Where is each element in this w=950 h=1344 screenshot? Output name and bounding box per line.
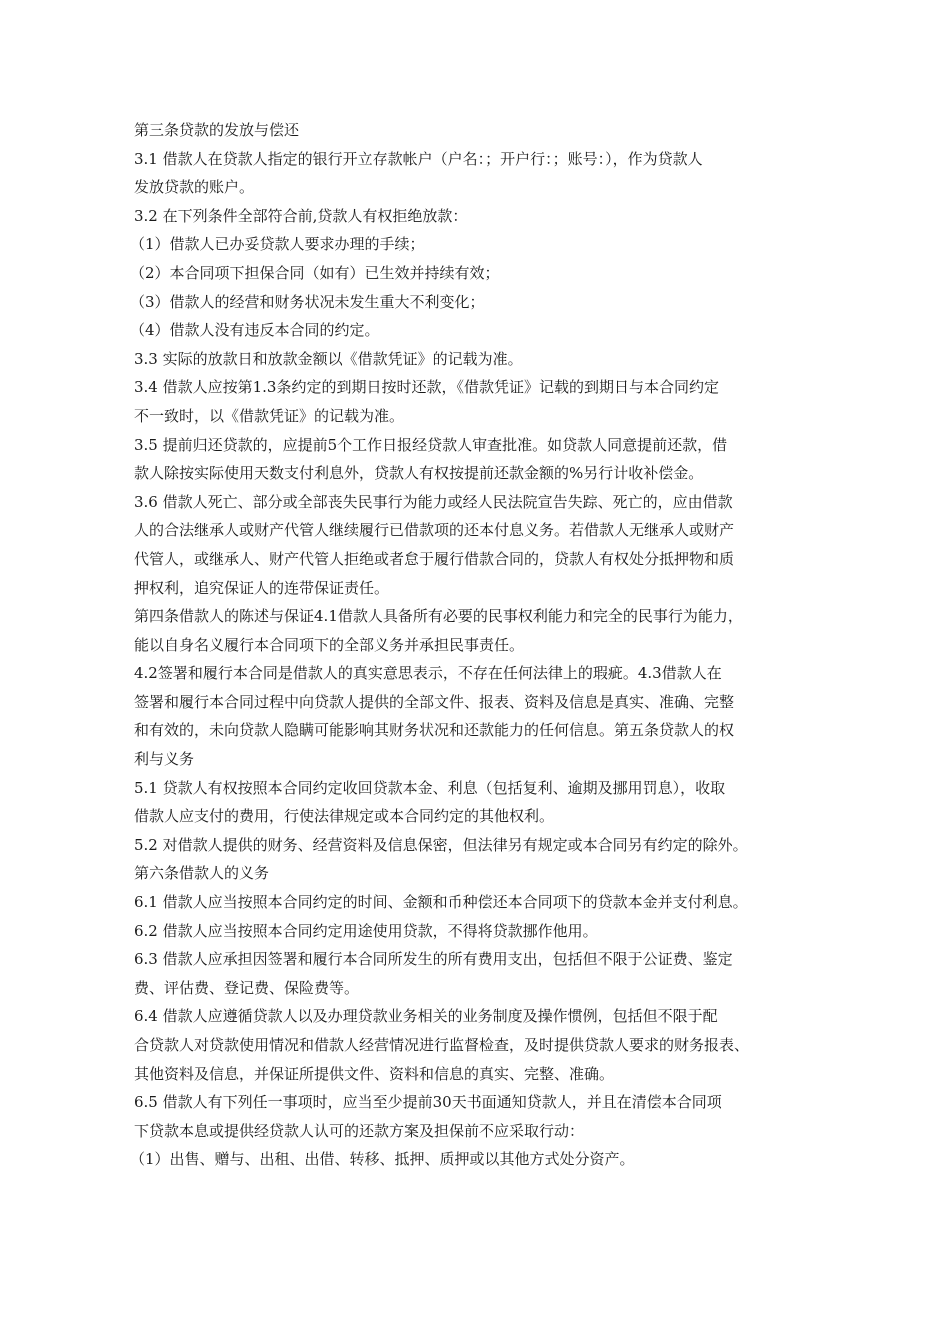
paragraph-line: 5.1 贷款人有权按照本合同约定收回贷款本金、利息（包括复利、逾期及挪用罚息），收取: [134, 778, 726, 797]
paragraph-line: 签署和履行本合同过程中向贷款人提供的全部文件、报表、资料及信息是真实、准确、完整: [134, 692, 735, 711]
paragraph-line: 3.4 借款人应按第1.3条约定的到期日按时还款，《借款凭证》记载的到期日与本合同约定: [134, 378, 719, 397]
paragraph-line: 5.2 对借款人提供的财务、经营资料及信息保密，但法律另有规定或本合同另有约定的除外。: [134, 835, 748, 854]
paragraph-line: 能以自身名义履行本合同项下的全部义务并承担民事责任。: [134, 635, 525, 654]
paragraph-line: 代管人，或继承人、财产代管人拒绝或者怠于履行借款合同的，贷款人有权处分抵押物和质: [134, 549, 735, 568]
paragraph-line: 6.5 借款人有下列任一事项时，应当至少提前30天书面通知贷款人，并且在清偿本合同项: [134, 1093, 722, 1112]
paragraph-line: 和有效的，未向贷款人隐瞒可能影响其财务状况和还款能力的任何信息。第五条贷款人的权: [134, 721, 735, 740]
paragraph-line: 6.1 借款人应当按照本合同约定的时间、金额和币种偿还本合同项下的贷款本金并支付利息。: [134, 893, 748, 912]
paragraph-line: 3.2 在下列条件全部符合前,贷款人有权拒绝放款：: [134, 206, 468, 225]
paragraph-line: 发放贷款的账户。: [134, 178, 255, 197]
paragraph-line: 借款人应支付的费用，行使法律规定或本合同约定的其他权利。: [134, 807, 555, 826]
paragraph-line: 6.3 借款人应承担因签署和履行本合同所发生的所有费用支出，包括但不限于公证费、鉴定: [134, 950, 733, 969]
paragraph-line: 款人除按实际使用天数支付利息外，贷款人有权按提前还款金额的%另行计收补偿金。: [134, 464, 704, 483]
paragraph-line: 下贷款本息或提供经贷款人认可的还款方案及担保前不应采取行动：: [134, 1121, 585, 1140]
paragraph-line: 6.2 借款人应当按照本合同约定用途使用贷款，不得将贷款挪作他用。: [134, 921, 598, 940]
list-item: （2）本合同项下担保合同（如有）已生效并持续有效；: [130, 263, 500, 282]
section-heading: 第四条借款人的陈述与保证4.1借款人具备所有必要的民事权利能力和完全的民事行为能力，: [134, 607, 743, 626]
paragraph-line: 其他资料及信息，并保证所提供文件、资料和信息的真实、完整、准确。: [134, 1064, 615, 1083]
paragraph-line: 利与义务: [134, 750, 195, 769]
paragraph-line: 6.4 借款人应遵循贷款人以及办理贷款业务相关的业务制度及操作惯例，包括但不限于配: [134, 1007, 718, 1026]
paragraph-line: 押权利，追究保证人的连带保证责任。: [134, 578, 390, 597]
paragraph-line: 4.2签署和履行本合同是借款人的真实意思表示，不存在任何法律上的瑕疵。4.3借款人在: [134, 664, 722, 683]
paragraph-line: 3.3 实际的放款日和放款金额以《借款凭证》的记载为准。: [134, 349, 523, 368]
document-body: [130, 116, 834, 1174]
paragraph-line: 3.1 借款人在贷款人指定的银行开立存款帐户（户名：；开户行：；账号：），作为贷款人: [134, 149, 703, 168]
list-item: （4）借款人没有违反本合同的约定。: [130, 321, 380, 340]
paragraph-line: 费、评估费、登记费、保险费等。: [134, 978, 360, 997]
paragraph-line: 3.6 借款人死亡、部分或全部丧失民事行为能力或经人民法院宣告失踪、死亡的，应由借款: [134, 492, 733, 511]
paragraph-line: 3.5 提前归还贷款的，应提前5个工作日报经贷款人审查批准。如贷款人同意提前还款，借: [134, 435, 728, 454]
list-item: （3）借款人的经营和财务状况未发生重大不利变化；: [130, 292, 485, 311]
list-item: （1）出售、赠与、出租、出借、转移、抵押、质押或以其他方式处分资产。: [130, 1150, 635, 1169]
paragraph-line: 不一致时，以《借款凭证》的记载为准。: [134, 406, 405, 425]
list-item: （1）借款人已办妥贷款人要求办理的手续；: [130, 235, 425, 254]
paragraph-line: 合贷款人对贷款使用情况和借款人经营情况进行监督检查，及时提供贷款人要求的财务报表、: [134, 1036, 750, 1054]
paragraph-line: 人的合法继承人或财产代管人继续履行已借款项的还本付息义务。若借款人无继承人或财产: [134, 521, 735, 540]
section-heading: 第六条借款人的义务: [134, 864, 270, 883]
section-heading: 第三条贷款的发放与偿还: [134, 121, 300, 139]
